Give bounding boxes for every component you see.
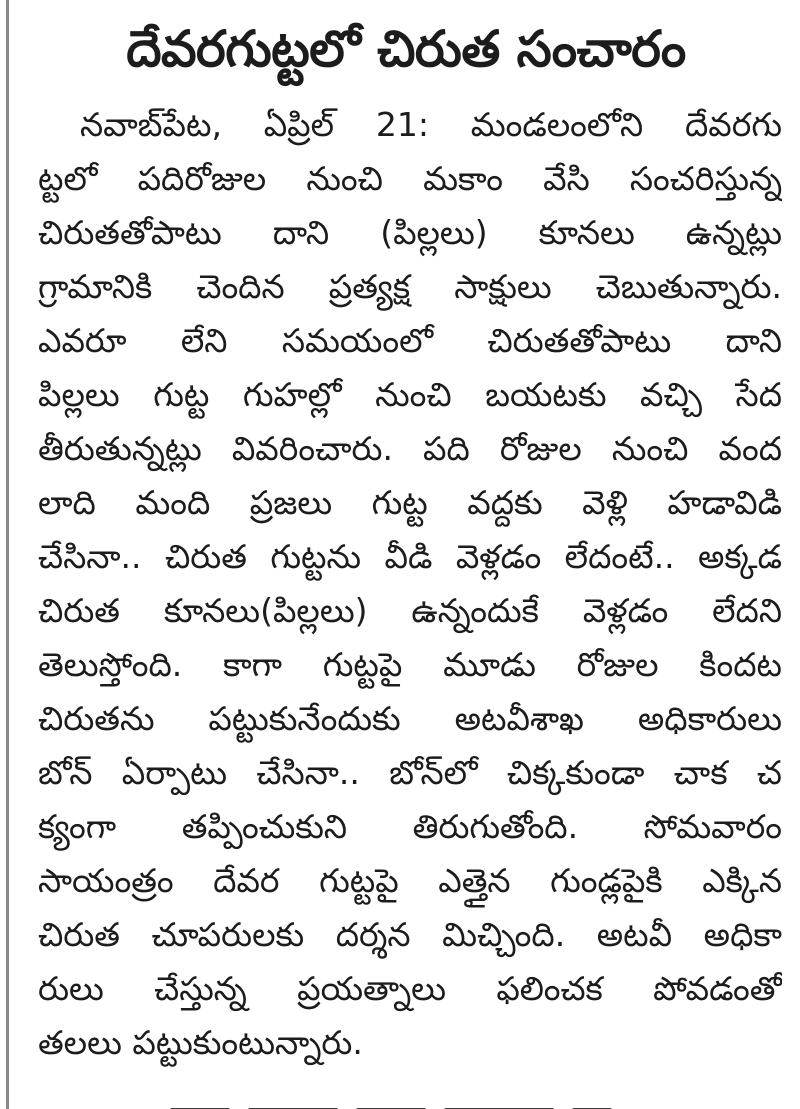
- article-line: లాది మంది ప్రజలు గుట్ట వద్దకు వెళ్లి హడావిడి: [38, 483, 782, 522]
- article-line: బోన్ ఏర్పాటు చేసినా.. బోన్‌లో చిక్కకుండా చాక చ: [38, 753, 782, 792]
- article-line: ట్టలో పదిరోజుల నుంచి మకాం వేసి సంచరిస్తున్న: [38, 159, 782, 198]
- news-clipping: [22, 0, 790, 1109]
- article-line: తీరుతున్నట్లు వివరించారు. పది రోజుల నుంచి వంద: [38, 429, 782, 468]
- article-line: చిరుతతోపాటు దాని (పిల్లలు) కూనలు ఉన్నట్లు: [38, 213, 782, 252]
- article-line: క్యంగా తప్పించుకుని తిరుగుతోంది. సోమవారం: [38, 807, 782, 846]
- article-line: తెలుస్తోంది. కాగా గుట్టపై మూడు రోజుల కిందట: [38, 645, 782, 684]
- cropped-next-line: [170, 1098, 640, 1109]
- article-line: తలలు పట్టుకుంటున్నారు.: [38, 1023, 363, 1062]
- article-line: నవాబ్‌పేట, ఏప్రిల్ 21: మండలంలోని దేవరగు: [80, 105, 782, 144]
- article-line: చిరుతను పట్టుకునేందుకు అటవీశాఖ అధికారులు: [38, 699, 782, 738]
- article-line: సాయంత్రం దేవర గుట్టపై ఎత్తైన గుండ్లపైకి ఎక్కిన: [38, 861, 782, 900]
- article-body: [22, 98, 790, 1070]
- article-line: గ్రామానికి చెందిన ప్రత్యక్ష సాక్షులు చెబుతున్నారు.: [38, 267, 782, 306]
- article-line: రులు చేస్తున్న ప్రయత్నాలు ఫలించక పోవడంతో: [38, 969, 782, 1008]
- headline: దేవరగుట్టలో చిరుత సంచారం: [126, 20, 686, 78]
- article-line: చిరుత కూనలు(పిల్లలు) ఉన్నందుకే వెళ్లడం లేదని: [38, 591, 782, 630]
- article-line: చిరుత చూపరులకు దర్శన మిచ్చింది. అటవీ అధికా: [38, 915, 782, 954]
- article-line: ఎవరూ లేని సమయంలో చిరుతతోపాటు దాని: [38, 321, 782, 360]
- article-line: చేసినా.. చిరుత గుట్టను వీడి వెళ్లడం లేదంటే.. అక్కడ: [38, 537, 782, 576]
- column-rule: [6, 0, 9, 1109]
- article-line: పిల్లలు గుట్ట గుహల్లో నుంచి బయటకు వచ్చి సేద: [38, 375, 782, 414]
